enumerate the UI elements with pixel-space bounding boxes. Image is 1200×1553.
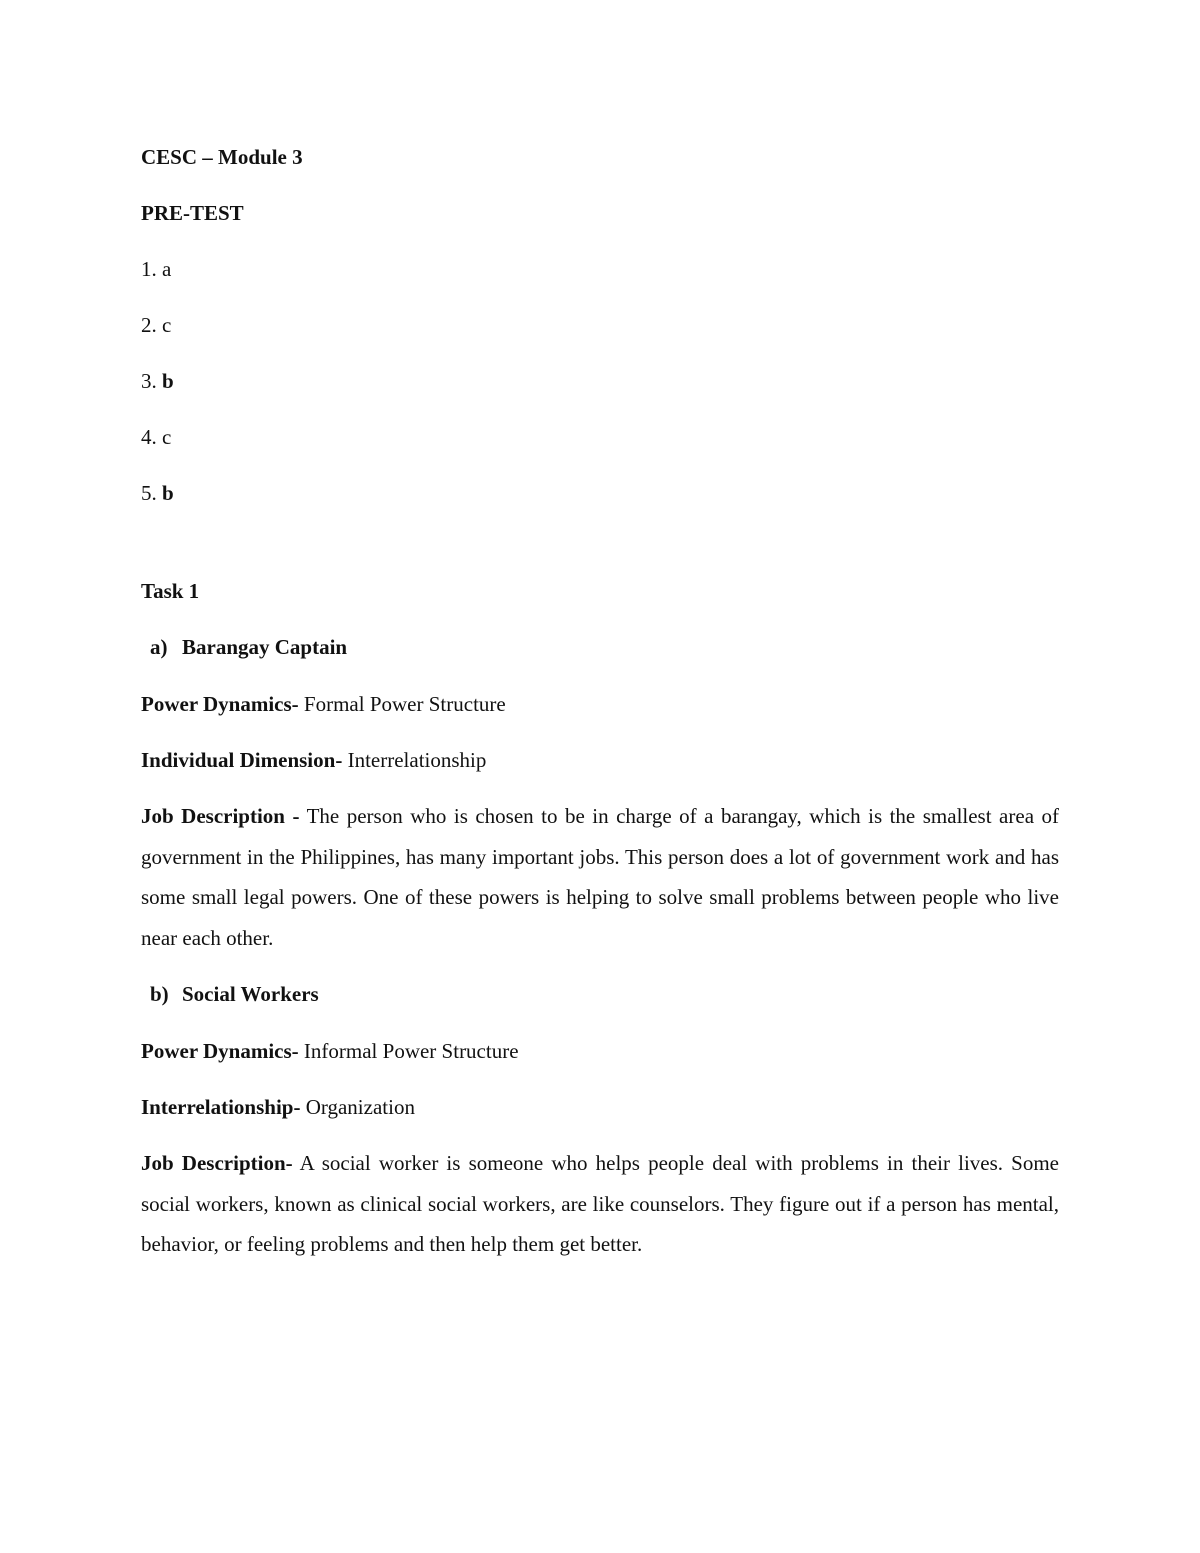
- item-marker: b): [150, 982, 169, 1006]
- job-description: [141, 796, 1059, 958]
- pretest-answer: [141, 423, 171, 451]
- job-description-label: Job Description -: [141, 804, 300, 828]
- field-row: [141, 746, 486, 774]
- answer-letter: a: [162, 257, 172, 281]
- answer-letter: b: [162, 369, 174, 393]
- field-row: [141, 690, 506, 718]
- task-item-heading: [150, 980, 319, 1008]
- item-title: Barangay Captain: [182, 635, 348, 659]
- field-label: Power Dynamics-: [141, 692, 299, 716]
- field-value: Organization: [300, 1095, 415, 1119]
- answer-number: 1.: [141, 257, 157, 281]
- item-marker: a): [150, 635, 168, 659]
- pretest-answer: [141, 311, 171, 339]
- pretest-answer: [141, 367, 174, 395]
- answer-letter: c: [162, 313, 172, 337]
- answer-number: 5.: [141, 481, 157, 505]
- job-description-text: A social worker is someone who helps people deal with problems in their lives. Some social workers, known as clinical social workers, are like counselors. They figure out if a person has mental, behavior, or feeling problems and then help them get better.: [141, 1151, 1059, 1256]
- pretest-answer: [141, 255, 171, 283]
- item-title: Social Workers: [182, 982, 319, 1006]
- job-description-label: Job Description-: [141, 1151, 293, 1175]
- field-row: [141, 1037, 519, 1065]
- task-heading: Task 1: [141, 579, 200, 603]
- field-label: Power Dynamics-: [141, 1039, 299, 1063]
- job-description: [141, 1143, 1059, 1265]
- field-label: Interrelationship-: [141, 1095, 301, 1119]
- field-value: Interrelationship: [342, 748, 487, 772]
- answer-number: 4.: [141, 425, 157, 449]
- answer-number: 2.: [141, 313, 157, 337]
- field-row: [141, 1093, 415, 1121]
- document-title: CESC – Module 3: [141, 145, 303, 169]
- pretest-heading: PRE-TEST: [141, 201, 244, 225]
- job-description-text: The person who is chosen to be in charge of a barangay, which is the smallest area of government in the Philippines, has many important jobs. This person does a lot of government work and has some small legal powers. One of these powers is helping to solve small problems between people who live near each other.: [141, 804, 1059, 950]
- pretest-answer: [141, 479, 174, 507]
- answer-number: 3.: [141, 369, 157, 393]
- answer-letter: c: [162, 425, 172, 449]
- field-value: Formal Power Structure: [298, 692, 506, 716]
- task-item-heading: [150, 633, 347, 661]
- answer-letter: b: [162, 481, 174, 505]
- field-label: Individual Dimension-: [141, 748, 343, 772]
- field-value: Informal Power Structure: [298, 1039, 519, 1063]
